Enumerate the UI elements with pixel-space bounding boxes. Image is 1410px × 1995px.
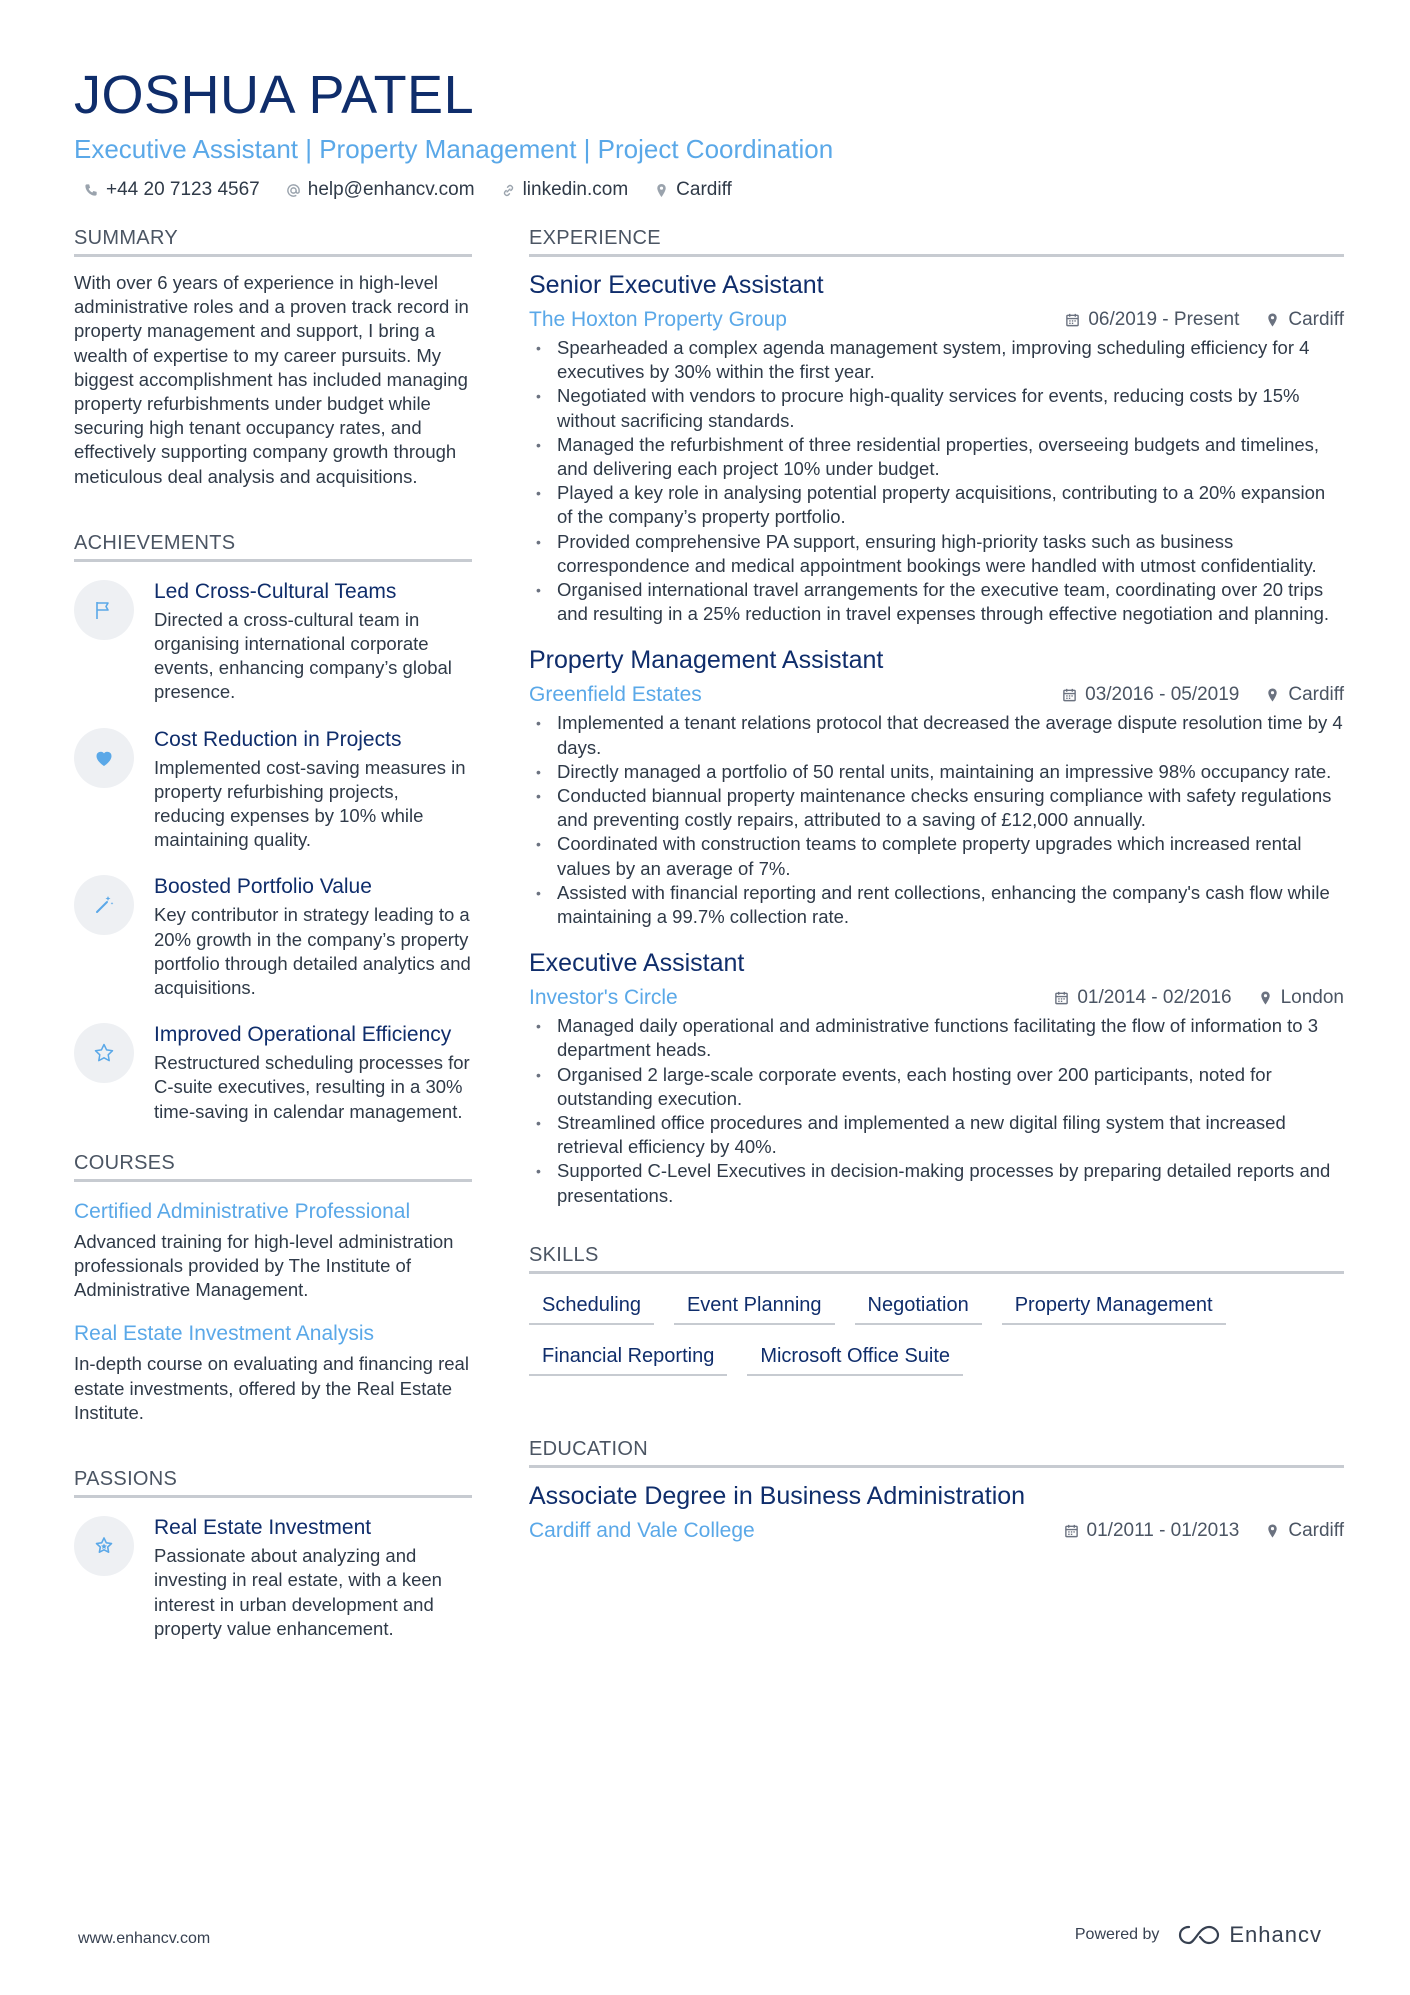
achievement-text: Directed a cross-cultural team in organising international corporate events, enhancing company’s global presence.	[154, 608, 452, 703]
heart-icon	[92, 746, 116, 770]
job-location: London	[1280, 987, 1344, 1009]
education-section	[529, 1438, 1344, 1543]
achievement-text: Key contributor in strategy leading to a 20% growth in the company’s property portfolio through detailed analytics and acquisitions.	[154, 904, 471, 999]
passions-section	[74, 1468, 472, 1641]
achievement-item	[74, 728, 472, 853]
calendar-icon	[1065, 312, 1080, 328]
job-title: Executive Assistant	[529, 949, 745, 978]
star-badge-icon	[92, 1534, 116, 1558]
company-name: Greenfield Estates	[529, 683, 702, 707]
company-name: Investor's Circle	[529, 986, 678, 1010]
location-icon	[1258, 990, 1273, 1006]
experience-section	[529, 227, 1344, 1208]
course-text: Advanced training for high-level administration professionals provided by The Institute of Administrative Management.	[74, 1230, 454, 1301]
job-dates: 01/2014 - 02/2016	[1077, 987, 1232, 1009]
course-item	[74, 1322, 472, 1425]
achievement-text: Implemented cost-saving measures in property refurbishing projects, reducing expenses by 10% while maintaining quality.	[154, 756, 466, 851]
education-dates: 01/2011 - 01/2013	[1086, 1519, 1240, 1541]
courses-section	[74, 1152, 472, 1425]
skills-section	[529, 1244, 1344, 1376]
experience-heading: EXPERIENCE	[529, 227, 1344, 257]
right-column	[529, 227, 1344, 1547]
passion-item	[74, 1516, 472, 1641]
bullet-item: • Played a key role in analysing potential property acquisitions, contributing to a 20% expansion of the company’s property portfolio.	[529, 481, 1344, 529]
job-title: Senior Executive Assistant	[529, 271, 824, 299]
contact-phone-text: +44 20 7123 4567	[106, 179, 260, 200]
location-icon	[1265, 1523, 1280, 1539]
candidate-name: JOSHUA PATEL	[74, 65, 475, 125]
footer-website[interactable]: www.enhancv.com	[78, 1930, 211, 1947]
summary-section	[74, 227, 472, 489]
school-name: Cardiff and Vale College	[529, 1518, 755, 1542]
bullet-item: • Managed the refurbishment of three residential properties, overseeing budgets and timelines, and delivering each project 10% under budget.	[529, 433, 1344, 481]
achievement-item	[74, 580, 472, 705]
bullet-item: • Assisted with financial reporting and rent collections, enhancing the company's cash flow while maintaining a 99.7% collection rate.	[529, 881, 1344, 929]
contact-email-text: help@enhancv.com	[307, 179, 475, 200]
star-icon	[92, 1041, 116, 1065]
bullet-item: • Organised 2 large-scale corporate events, each hosting over 200 participants, noted for outstanding execution.	[529, 1063, 1344, 1111]
left-column	[74, 227, 472, 1664]
calendar-icon	[1054, 990, 1069, 1006]
course-title: Certified Administrative Professional	[74, 1199, 411, 1223]
skill-tag: Scheduling	[529, 1290, 654, 1325]
degree-title: Associate Degree in Business Administration	[529, 1481, 1026, 1510]
flag-icon	[92, 598, 116, 622]
job-dates: 06/2019 - Present	[1088, 309, 1240, 330]
job-title: Property Management Assistant	[529, 646, 884, 675]
location-icon	[1265, 312, 1280, 328]
bullet-item: • Organised international travel arrangements for the executive team, coordinating over 20 trips and resulting in a 25% reduction in travel expenses through effective negotiation and planning.	[529, 578, 1344, 626]
education-location: Cardiff	[1288, 1519, 1344, 1541]
skill-tag: Financial Reporting	[529, 1341, 727, 1376]
contact-row	[74, 179, 1344, 201]
passion-title: Real Estate Investment	[154, 1516, 372, 1540]
achievement-title: Cost Reduction in Projects	[154, 727, 402, 751]
job-entry	[529, 949, 1344, 1208]
achievement-title: Improved Operational Efficiency	[154, 1023, 452, 1047]
bullet-item: • Streamlined office procedures and implemented a new digital filing system that increased retrieval efficiency by 40%.	[529, 1111, 1344, 1159]
skill-tag: Negotiation	[855, 1290, 982, 1325]
summary-heading: SUMMARY	[74, 227, 472, 257]
achievement-item	[74, 875, 472, 1000]
skill-tag: Event Planning	[674, 1290, 835, 1325]
skills-heading: SKILLS	[529, 1244, 1344, 1274]
resume-page	[74, 60, 1344, 1639]
bullet-item: • Provided comprehensive PA support, ensuring high-priority tasks such as business correspondence and medical appointment bookings were handled with utmost confidentiality.	[529, 530, 1344, 578]
achievement-title: Boosted Portfolio Value	[154, 875, 372, 899]
contact-linkedin-text: linkedin.com	[522, 179, 629, 200]
bullet-item: • Managed daily operational and administrative functions facilitating the flow of information to 3 department heads.	[529, 1014, 1344, 1062]
job-location: Cardiff	[1288, 684, 1344, 706]
location-icon	[654, 183, 669, 198]
skill-tag: Property Management	[1002, 1290, 1226, 1325]
contact-email[interactable]	[286, 179, 475, 201]
enhancv-logo-icon	[1177, 1923, 1221, 1947]
summary-text: With over 6 years of experience in high-level administrative roles and a proven track record in property management and support, I bring a wealth of expertise to my career pursuits. My biggest accomplishment has included managing property refurbishments under budget while securing high tenant occupancy rates, and effectively supporting company growth through meticulous deal analysis and acquisitions.	[74, 272, 469, 487]
company-name: The Hoxton Property Group	[529, 308, 787, 331]
skill-tag: Microsoft Office Suite	[747, 1341, 963, 1376]
headline: Executive Assistant | Property Management | Project Coordination	[74, 134, 834, 164]
brand-logo[interactable]	[1177, 1922, 1322, 1948]
passion-text: Passionate about analyzing and investing in real estate, with a keen interest in urban development and property value enhancement.	[154, 1545, 442, 1639]
link-icon	[501, 183, 516, 198]
achievement-title: Led Cross-Cultural Teams	[154, 579, 397, 603]
passions-heading: PASSIONS	[74, 1468, 472, 1498]
calendar-icon	[1064, 1523, 1079, 1539]
achievements-section	[74, 532, 472, 1124]
contact-location-text: Cardiff	[676, 179, 732, 200]
job-entry	[529, 271, 1344, 626]
education-heading: EDUCATION	[529, 1438, 1344, 1468]
job-location: Cardiff	[1288, 309, 1344, 330]
course-item	[74, 1200, 472, 1303]
bullet-item: • Supported C-Level Executives in decision-making processes by preparing detailed reports and presentations.	[529, 1159, 1344, 1207]
footer-branding	[1075, 1922, 1322, 1948]
brand-name: Enhancv	[1229, 1922, 1322, 1947]
powered-by-label: Powered by	[1074, 1926, 1160, 1943]
job-bullets	[529, 1014, 1344, 1208]
bullet-item: • Negotiated with vendors to procure high-quality services for events, reducing costs by 15% without sacrificing standards.	[529, 384, 1344, 432]
achievement-text: Restructured scheduling processes for C-suite executives, resulting in a 30% time-saving in calendar management.	[154, 1052, 470, 1122]
courses-heading: COURSES	[74, 1152, 472, 1182]
contact-linkedin[interactable]	[501, 179, 629, 201]
calendar-icon	[1062, 687, 1077, 703]
bullet-item: • Conducted biannual property maintenance checks ensuring compliance with safety regulations and preventing costly repairs, attributed to a saving of £12,000 annually.	[529, 784, 1344, 832]
contact-location	[654, 179, 732, 201]
course-title: Real Estate Investment Analysis	[74, 1322, 374, 1346]
bullet-item: • Coordinated with construction teams to complete property upgrades which increased rental values by an average of 7%.	[529, 832, 1344, 880]
course-text: In-depth course on evaluating and financing real estate investments, offered by the Real Estate Institute.	[74, 1353, 469, 1423]
job-entry	[529, 646, 1344, 929]
bullet-item: • Directly managed a portfolio of 50 rental units, maintaining an impressive 98% occupancy rate.	[529, 760, 1344, 784]
bullet-item: • Spearheaded a complex agenda management system, improving scheduling efficiency for 4 executives by 30% within the first year.	[529, 336, 1344, 384]
phone-icon	[84, 183, 99, 198]
bullet-item: • Implemented a tenant relations protocol that decreased the average dispute resolution time by 4 days.	[529, 711, 1344, 759]
job-dates: 03/2016 - 05/2019	[1085, 684, 1240, 706]
location-icon	[1265, 687, 1280, 703]
job-bullets	[529, 711, 1344, 929]
achievements-heading: ACHIEVEMENTS	[74, 532, 472, 562]
magic-wand-icon	[92, 893, 116, 917]
achievement-item	[74, 1023, 472, 1124]
at-icon	[286, 183, 301, 198]
contact-phone[interactable]	[84, 179, 260, 201]
job-bullets	[529, 336, 1344, 626]
